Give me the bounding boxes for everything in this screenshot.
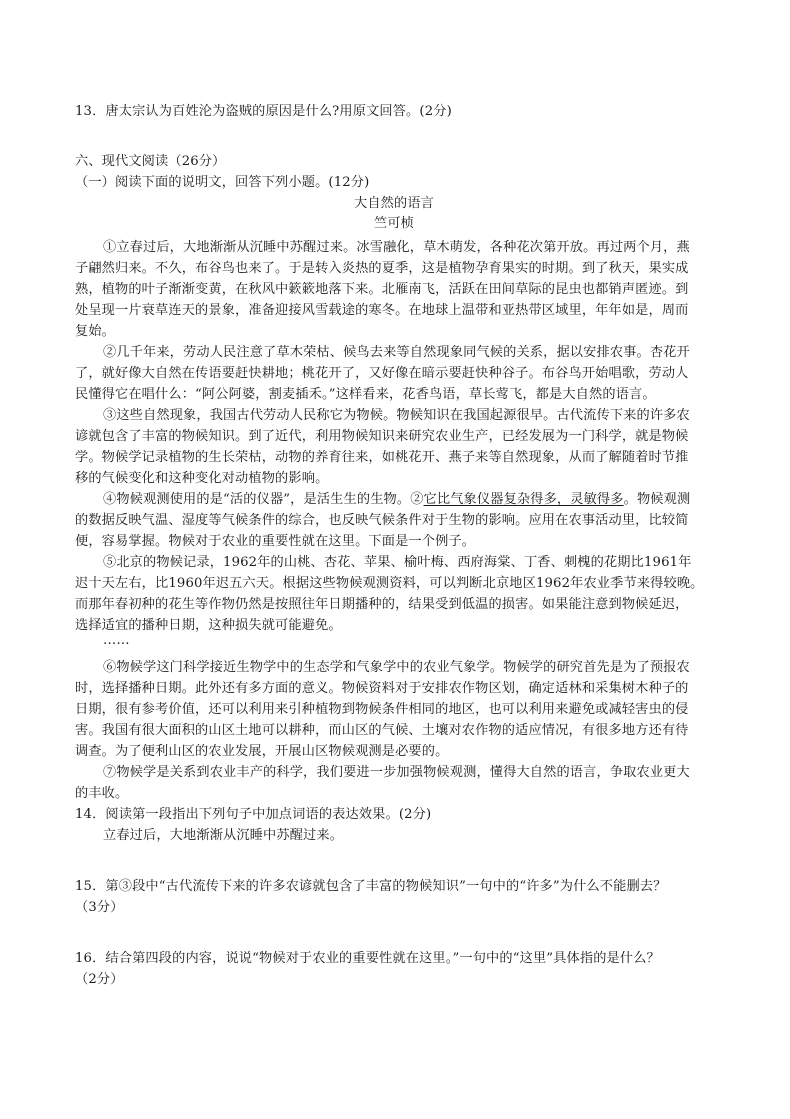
para4-line: 便，容易掌握。物候对于农业的重要性就在这里。下面是一个例子。 <box>75 534 476 549</box>
question-14-sentence: 立春过后，大地渐渐从沉睡中苏醒过来。 <box>103 828 344 843</box>
para5-line: ⑤北京的物候记录，1962年的山桃、杏花、苹果、榆叶梅、西府海棠、丁香、刺槐的花期比1961年 <box>103 555 692 570</box>
para3-line: ③这些自然现象，我国古代劳动人民称它为物候。物候知识在我国起源很早。古代流传下来的许多农 <box>103 408 690 423</box>
para3-line: 谚就包含了丰富的物候知识。到了近代，利用物候知识来研究农业生产，已经发展为一门科学，就是物候 <box>75 429 689 444</box>
part-1-instruction: （一）阅读下面的说明文，回答下列小题。(12分) <box>75 175 370 190</box>
para5-line: 迟十天左右，比1960年迟五六天。根据这些物候观测资料，可以判断北京地区1962年农业季节来得较晚。 <box>75 576 704 591</box>
para5-line: 选择适宜的播种日期，这种损失就可能避免。 <box>75 618 342 633</box>
para6-line: 日期，很有参考价值，还可以利用来引种植物到物候条件相同的地区，也可以利用来避免或减轻害虫的侵 <box>75 702 689 717</box>
section-6-heading: 六、现代文阅读（26分） <box>75 154 226 169</box>
para2-line: ②几千年来，劳动人民注意了草木荣枯、候鸟去来等自然现象同气候的关系，据以安排农事。杏花开 <box>103 345 690 360</box>
para1-line: ①立春过后，大地渐渐从沉睡中苏醒过来。冰雪融化，草木萌发，各种花次第开放。再过两个月，燕 <box>103 240 690 255</box>
para1-line: 处呈现一片衰草连天的景象，准备迎接风雪载途的寒冬。在地球上温带和亚热带区域里，年年如是，周而 <box>75 303 689 318</box>
question-15: 15．第③段中“古代流传下来的许多农谚就包含了丰富的物候知识”一句中的“许多”为什么不能删去？ <box>75 879 667 894</box>
para1-line: 复始。 <box>75 324 116 339</box>
question-15-points: （3分） <box>75 900 124 915</box>
question-16-points: （2分） <box>75 972 124 987</box>
question-16: 16．结合第四段的内容，说说“物候对于农业的重要性就在这里。”一句中的“这里”具体指的是什么？ <box>75 951 660 966</box>
para6-line: 调查。为了便利山区的农业发展，开展山区物候观测是必要的。 <box>75 744 449 759</box>
underlined-sentence: 它比气象仪器复杂得多，灵敏得多 <box>423 492 624 507</box>
para4-text: 。物候观测 <box>623 492 691 507</box>
para1-line: 熟，植物的叶子渐渐变黄，在秋风中簌簌地落下来。北雁南飞，活跃在田间草际的昆虫也都销声匿迹。到 <box>75 282 689 297</box>
para2-line: 了，就好像大自然在传语要赶快耕地；桃花开了，又好像在暗示要赶快种谷子。布谷鸟开始唱歌，劳动人 <box>75 366 689 381</box>
question-13: 13．唐太宗认为百姓沦为盗贼的原因是什么?用原文回答。(2分) <box>75 104 452 119</box>
para7-line: 的丰收。 <box>75 786 129 801</box>
para6-line: ⑥物候学这门科学接近生物学中的生态学和气象学中的农业气象学。物候学的研究首先是为了预报农 <box>103 660 690 675</box>
article-title: 大自然的语言 <box>353 196 435 211</box>
article-author: 竺可桢 <box>373 216 414 231</box>
para3-line: 移的气候变化和这种变化对动植物的影响。 <box>75 471 329 486</box>
para4-text: ④物候观测使用的是“活的仪器”，是活生生的生物。② <box>103 492 424 507</box>
para4-line <box>103 488 690 507</box>
para5-line: 而那年春初种的花生等作物仍然是按照往年日期播种的，结果受到低温的损害。如果能注意到物候延迟， <box>75 597 689 612</box>
question-14: 14．阅读第一段指出下列句子中加点词语的表达效果。(2分) <box>75 807 432 822</box>
para3-line: 学。物候学记录植物的生长荣枯，动物的养育往来，如桃花开、燕子来等自然现象，从而了解随着时节推 <box>75 450 689 465</box>
para7-line: ⑦物候学是关系到农业丰产的科学，我们要进一步加强物候观测，懂得大自然的语言，争取农业更大 <box>103 765 690 780</box>
ellipsis: …… <box>103 633 130 648</box>
para6-line: 时，选择播种日期。此外还有多方面的意义。物候资料对于安排农作物区划，确定适林和采集树木种子的 <box>75 681 689 696</box>
para2-line: 民懂得它在唱什么：“阿公阿婆，割麦插禾。”这样看来，花香鸟语，草长莺飞，都是大自然的语言。 <box>75 387 656 402</box>
para6-line: 害。我国有很大面积的山区土地可以耕种，而山区的气候、土壤对农作物的适应情况，有很多地方还有待 <box>75 723 689 738</box>
para4-line: 的数据反映气温、湿度等气候条件的综合，也反映气候条件对于生物的影响。应用在农事活动里，比较简 <box>75 513 689 528</box>
para1-line: 子翩然归来。不久，布谷鸟也来了。于是转入炎热的夏季，这是植物孕育果实的时期。到了秋天，果实成 <box>75 261 689 276</box>
